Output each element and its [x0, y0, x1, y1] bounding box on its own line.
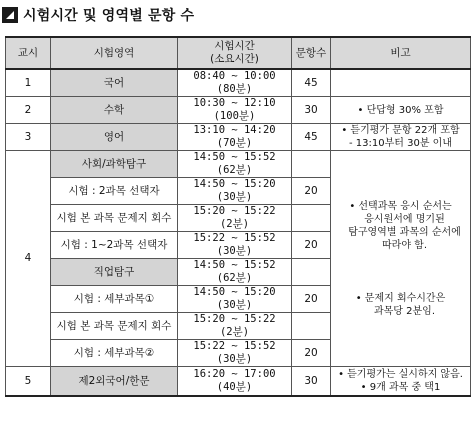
time-cell	[178, 286, 292, 313]
header-note: 비고	[331, 37, 471, 69]
area-cell: 시험 본 과목 문제지 회수	[51, 205, 178, 232]
count-cell: 45	[292, 124, 331, 151]
time-cell	[178, 205, 292, 232]
time-duration: (30분)	[216, 245, 253, 257]
area-cell: 시험 본 과목 문제지 회수	[51, 313, 178, 340]
time-range: 15:22 ~ 15:52	[193, 340, 276, 352]
area-cell: 시험 : 2과목 선택자	[51, 178, 178, 205]
count-cell: 20	[292, 232, 331, 259]
time-duration: (80분)	[216, 83, 253, 95]
count-cell: 30	[292, 367, 331, 397]
note-line: 응시원서에 명기된	[364, 213, 445, 225]
time-range: 15:20 ~ 15:22	[193, 313, 276, 325]
time-cell	[178, 151, 292, 178]
note-cell	[331, 367, 471, 397]
note-line: • 듣기평가 문항 22개 포함	[341, 125, 460, 136]
count-cell	[292, 313, 331, 340]
table-row	[6, 97, 471, 124]
time-range: 14:50 ~ 15:20	[193, 286, 276, 298]
time-duration: (30분)	[216, 299, 253, 311]
time-cell	[178, 178, 292, 205]
header-row	[6, 37, 471, 69]
table-row	[6, 69, 471, 97]
time-duration: (62분)	[216, 272, 253, 284]
note-cell	[331, 69, 471, 97]
note-line: • 문제지 회수시간은	[355, 292, 446, 304]
time-range: 14:50 ~ 15:52	[193, 151, 276, 163]
time-duration: (2분)	[219, 218, 250, 230]
note-cell	[331, 124, 471, 151]
time-range: 14:50 ~ 15:20	[193, 178, 276, 190]
note-line: 따라야 함.	[382, 239, 427, 251]
area-cell: 시험 : 세부과목②	[51, 340, 178, 367]
time-duration: (40분)	[216, 381, 253, 393]
exam-schedule-table	[5, 36, 471, 397]
time-range: 15:22 ~ 15:52	[193, 232, 276, 244]
time-cell	[178, 259, 292, 286]
time-duration: (62분)	[216, 164, 253, 176]
time-cell	[178, 313, 292, 340]
note-line: • 듣기평가는 실시하지 않음.	[338, 369, 463, 380]
note-line: • 9개 과목 중 택1	[360, 382, 441, 393]
time-duration: (100분)	[213, 110, 256, 122]
header-time	[178, 37, 292, 69]
area-cell: 사회/과학탐구	[51, 151, 178, 178]
time-range: 16:20 ~ 17:00	[193, 368, 276, 380]
header-time-line1: 시험시간	[214, 40, 255, 52]
square-bullet-icon	[2, 7, 18, 23]
time-duration: (2분)	[219, 326, 250, 338]
count-cell: 30	[292, 97, 331, 124]
time-cell	[178, 97, 292, 124]
area-cell: 제2외국어/한문	[51, 367, 178, 397]
time-cell	[178, 69, 292, 97]
count-cell	[292, 259, 331, 286]
table-row	[6, 367, 471, 397]
header-time-line2: (소요시간)	[210, 53, 259, 65]
header-area: 시험영역	[51, 37, 178, 69]
time-cell	[178, 367, 292, 397]
time-range: 14:50 ~ 15:52	[193, 259, 276, 271]
table-row	[6, 124, 471, 151]
header-count: 문항수	[292, 37, 331, 69]
period-cell: 1	[6, 69, 51, 97]
time-duration: (30분)	[216, 191, 253, 203]
count-cell: 20	[292, 178, 331, 205]
period-cell: 4	[6, 151, 51, 367]
time-cell	[178, 340, 292, 367]
period-cell: 5	[6, 367, 51, 397]
time-duration: (30분)	[216, 353, 253, 365]
note-line: 과목당 2분임.	[373, 305, 436, 317]
area-cell: 시험 : 1~2과목 선택자	[51, 232, 178, 259]
area-cell: 직업탐구	[51, 259, 178, 286]
time-range: 15:20 ~ 15:22	[193, 205, 276, 217]
section-title	[2, 4, 194, 26]
time-range: 10:30 ~ 12:10	[193, 97, 276, 109]
note-line: 탐구영역별 과목의 순서에	[348, 226, 461, 238]
period-cell: 2	[6, 97, 51, 124]
time-range: 13:10 ~ 14:20	[193, 124, 276, 136]
area-cell: 수학	[51, 97, 178, 124]
count-cell	[292, 151, 331, 178]
period-cell: 3	[6, 124, 51, 151]
table-row	[6, 151, 471, 178]
count-cell: 45	[292, 69, 331, 97]
area-cell: 시험 : 세부과목①	[51, 286, 178, 313]
time-duration: (70분)	[216, 137, 253, 149]
time-range: 08:40 ~ 10:00	[193, 70, 276, 82]
note-cell: • 단답형 30% 포함	[331, 97, 471, 124]
count-cell: 20	[292, 340, 331, 367]
area-cell: 국어	[51, 69, 178, 97]
note-line: - 13:10부터 30분 이내	[349, 138, 452, 149]
note-line: • 선택과목 응시 순서는	[349, 200, 452, 212]
area-cell: 영어	[51, 124, 178, 151]
count-cell: 20	[292, 286, 331, 313]
header-period: 교시	[6, 37, 51, 69]
title-text: 시험시간 및 영역별 문항 수	[23, 8, 195, 24]
time-cell	[178, 232, 292, 259]
count-cell	[292, 205, 331, 232]
note-cell	[331, 151, 471, 367]
time-cell	[178, 124, 292, 151]
